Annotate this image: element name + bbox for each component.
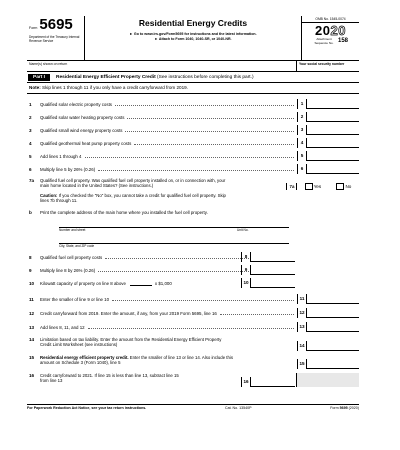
line-12 — [27, 308, 359, 318]
line-text-block — [40, 337, 292, 348]
amount-field-12[interactable] — [307, 308, 359, 318]
line-number: b — [29, 209, 32, 215]
mid-box — [241, 252, 295, 262]
line-number: 4 — [29, 140, 32, 146]
line-text: Add lines 8, 11, and 12 — [40, 324, 85, 330]
line-10 — [27, 278, 359, 288]
line-number: 2 — [29, 114, 32, 120]
line-3 — [27, 125, 359, 135]
line-number: 9 — [29, 267, 32, 273]
dot-leader — [85, 154, 295, 158]
line-text: Add lines 1 through 4 — [40, 153, 82, 159]
attachment-label: Attachment Sequence No. — [314, 37, 334, 45]
line-15 — [27, 355, 359, 369]
amount-box — [297, 99, 359, 109]
part-subtitle: (See instructions before completing this part.) — [157, 74, 254, 80]
amount-box — [297, 359, 359, 369]
dot-leader — [98, 268, 249, 272]
form-header — [27, 16, 359, 61]
no-label: No — [345, 184, 352, 189]
amount-box — [297, 151, 359, 161]
line-9 — [27, 265, 359, 275]
line-text-cont: main home located in the United States? (See instructions.) — [40, 183, 154, 189]
footer-year: (2020) — [348, 406, 359, 410]
line-text-block — [40, 355, 296, 366]
line-14 — [27, 337, 359, 351]
part-header — [27, 72, 359, 83]
name-field[interactable]: Name(s) shown on return — [27, 61, 297, 71]
line-text: Qualified solar water heating property costs — [40, 114, 125, 120]
line-text: Kilowatt capacity of property on line 8 above — [40, 280, 126, 286]
footer-form-number: 5695 — [339, 406, 348, 410]
line-number: 16 — [29, 373, 35, 378]
line-2 — [27, 112, 359, 122]
box-number: 2 — [297, 112, 307, 122]
dot-leader — [125, 128, 294, 132]
part-title-text: Residential Energy Efficient Property Credit — [56, 74, 156, 80]
sequence-number: 158 — [337, 37, 348, 44]
year-part-1: 20 — [315, 23, 331, 38]
amount-field-3[interactable] — [307, 125, 359, 135]
lines-area — [27, 94, 359, 404]
line-4 — [27, 138, 359, 148]
caution-note — [27, 193, 359, 205]
line-text-cont: from line 13 — [40, 378, 63, 384]
line-number: 15 — [29, 355, 35, 360]
name-ssn-row — [27, 61, 359, 72]
box-number: 13 — [297, 322, 307, 332]
dot-leader — [127, 115, 294, 119]
amount-field-5[interactable] — [307, 151, 359, 161]
form-page — [27, 16, 359, 411]
box-number: 15 — [297, 359, 307, 369]
caution-text-cont: lines 7b through 11. — [40, 198, 78, 204]
amount-field-6[interactable] — [307, 164, 359, 174]
amount-box — [297, 164, 359, 174]
dot-leader — [220, 311, 294, 315]
line-text-block — [40, 178, 280, 189]
mid-box — [241, 265, 295, 275]
sequence-block — [302, 38, 359, 45]
amount-box — [297, 112, 359, 122]
department-label: Department of the Treasury Internal Revenue Service — [29, 35, 80, 43]
street-address-field[interactable] — [59, 218, 289, 232]
part-label: Part I — [28, 74, 50, 81]
caution-block — [40, 193, 226, 204]
line-6 — [27, 164, 359, 174]
box-number: 1 — [297, 99, 307, 109]
footer-form-label: Form — [330, 406, 339, 410]
caution-text: If you checked the "No" box, you cannot take a credit for qualified fuel cell property. Skip — [58, 193, 226, 198]
box-number: 4 — [297, 138, 307, 148]
yes-option[interactable] — [305, 183, 322, 190]
box-number: 6 — [297, 164, 307, 174]
dot-leader — [112, 297, 294, 301]
mid-box — [241, 278, 295, 288]
amount-box — [297, 294, 359, 304]
yes-checkbox[interactable] — [305, 183, 313, 190]
amount-box — [297, 138, 359, 148]
line-number: 10 — [29, 280, 35, 286]
omb-block — [301, 16, 359, 60]
line-text: Enter the smaller of line 9 or line 10 — [40, 296, 110, 302]
line-text: Qualified solar electric property costs — [40, 101, 112, 107]
line-number: 11 — [29, 296, 34, 302]
note-row — [27, 83, 359, 94]
box-number: 5 — [297, 151, 307, 161]
form-id-block — [27, 16, 85, 60]
line-13 — [27, 322, 359, 332]
title-block — [85, 16, 301, 60]
box-number: 11 — [297, 294, 307, 304]
instruction-link[interactable]: ► Go to www.irs.gov/Form5695 for instructions and the latest information. — [129, 32, 257, 36]
tax-year — [302, 23, 359, 38]
amount-field-13[interactable] — [307, 322, 359, 332]
amount-field-2[interactable] — [307, 112, 359, 122]
line-5 — [27, 151, 359, 161]
line-text: Multiply line 5 by 26% (0.26) — [40, 166, 96, 172]
omb-number: OMB No. 1545-0074 — [302, 17, 359, 23]
caution-label: Caution: — [40, 193, 58, 198]
line-text: Multiply line 8 by 26% (0.26) — [40, 267, 96, 273]
amount-field-10[interactable] — [251, 278, 295, 288]
amount-box — [297, 125, 359, 135]
line-number: 1 — [29, 101, 32, 107]
no-option[interactable] — [336, 183, 351, 190]
line-text: Qualified geothermal heat pump property costs — [40, 140, 132, 146]
line-text: Qualified small wind energy property costs — [40, 127, 123, 133]
amount-field-16[interactable] — [251, 377, 295, 387]
part-title — [56, 75, 254, 80]
amount-field-11[interactable] — [307, 294, 359, 304]
yes-no-group — [296, 183, 359, 190]
kw-input[interactable] — [130, 280, 152, 286]
line-number: 14 — [29, 337, 35, 342]
line-number: 5 — [29, 153, 32, 159]
line-text: Qualified fuel cell property costs — [40, 254, 103, 260]
dot-leader — [105, 255, 249, 259]
note-text: Skip lines 1 through 11 if you only have a credit carryforward from 2019. — [42, 85, 188, 90]
line-text-cont: Credit Limit Worksheet (see instructions) — [40, 342, 118, 348]
box-number: 10 — [241, 278, 251, 288]
box-number: 14 — [297, 341, 307, 351]
box-number: 12 — [297, 308, 307, 318]
amount-box — [297, 308, 359, 318]
box-number: 7a — [286, 183, 297, 190]
line-text-cont: amount on Schedule 3 (Form 1040), line 5 — [40, 360, 121, 366]
form-label: Form — [29, 26, 38, 30]
box-number: 8 — [241, 252, 251, 262]
amount-field-4[interactable] — [307, 138, 359, 148]
line-number: 3 — [29, 127, 32, 133]
line-number: 12 — [29, 310, 35, 316]
city-state-zip-field[interactable] — [59, 234, 289, 248]
mid-box — [241, 377, 295, 387]
note-label: Note: — [29, 85, 41, 90]
box-number: 16 — [241, 377, 251, 387]
line-number: 7a — [29, 178, 35, 183]
amount-box — [297, 341, 359, 351]
line-text: Credit carryforward from 2019. Enter the amount, if any, from your 2019 Form 5695, line 16 — [40, 310, 217, 316]
line-text: Credit carryforward to 2021. If line 15 is less than line 13, subtract line 15 — [40, 373, 179, 378]
dot-leader — [88, 325, 294, 329]
dot-leader — [134, 141, 294, 145]
amount-field-1[interactable] — [307, 99, 359, 109]
line-11 — [27, 294, 359, 304]
year-part-2: 20 — [330, 23, 346, 38]
box-number: 3 — [297, 125, 307, 135]
line-7b — [27, 208, 359, 216]
footer-form-id — [330, 406, 359, 410]
line-bold-text: Residential energy efficient property credit. — [40, 355, 129, 360]
footer-notice: For Paperwork Reduction Act Notice, see your tax return instructions. — [27, 406, 147, 410]
amount-field-8[interactable] — [251, 252, 295, 262]
amount-field-15[interactable] — [307, 359, 359, 369]
line-text: Print the complete address of the main home where you installed the fuel cell property. — [40, 209, 208, 215]
dot-leader — [115, 102, 294, 106]
yes-label: Yes — [313, 184, 322, 189]
line-number: 13 — [29, 324, 35, 330]
no-checkbox[interactable] — [336, 183, 344, 190]
multiplier-text: x $1,000 — [154, 280, 172, 286]
ssn-field[interactable]: Your social security number — [299, 62, 345, 66]
line-8 — [27, 252, 359, 262]
dot-leader — [98, 167, 294, 171]
amount-field-14[interactable] — [307, 341, 359, 351]
line-1 — [27, 99, 359, 109]
shaded-cell — [296, 373, 359, 387]
line-text: Limitation based on tax liability. Enter the amount from the Residential Energy Efficient Property — [40, 337, 222, 342]
box-number: 9 — [241, 265, 251, 275]
line-number: 8 — [29, 254, 32, 260]
line-text: Enter the smaller of line 13 or line 14. Also include this — [128, 355, 233, 360]
form-footer — [27, 404, 359, 410]
amount-box — [297, 322, 359, 332]
attach-instruction: ► Attach to Form 1040, 1040-SR, or 1040-NR. — [154, 37, 232, 41]
line-number: 6 — [29, 166, 32, 172]
line-7a — [27, 178, 359, 190]
catalog-number: Cat. No. 13540P — [224, 406, 252, 410]
unit-label: Unit No. — [237, 228, 249, 232]
form-number: 5695 — [39, 16, 73, 33]
city-label: City, State, and ZIP code — [59, 244, 95, 248]
line-text-block — [40, 373, 230, 384]
line-text: Qualified fuel cell property. Was qualified fuel cell property installed on, or in connection with, your — [40, 178, 226, 183]
amount-field-9[interactable] — [251, 265, 295, 275]
street-label: Number and street — [59, 228, 86, 232]
form-title: Residential Energy Credits — [138, 18, 248, 28]
